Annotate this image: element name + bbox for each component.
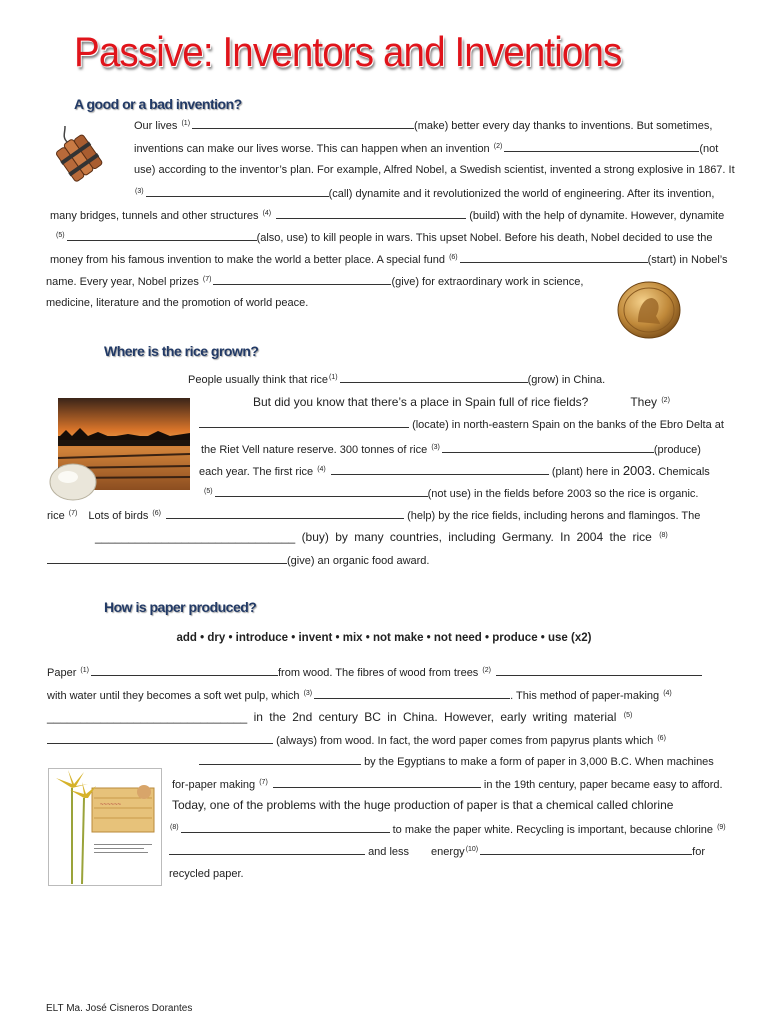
s2-line-4: the Riet Vell nature reserve. 300 tonnes of rice $^{(3)}$ (produce): [201, 444, 701, 456]
footer-credit: ELT Ma. José Cisneros Dorantes: [46, 1003, 193, 1014]
blank-3-2[interactable]: [496, 665, 702, 676]
section3-heading: How is paper produced?: [104, 599, 257, 615]
blank-1-2[interactable]: [504, 141, 699, 152]
s3-line-10: recycled paper.: [169, 868, 244, 880]
dynamite-icon: [52, 126, 106, 188]
blank-3-3[interactable]: [314, 688, 510, 699]
s3-line-7: Today, one of the problems with the huge production of paper is that a chemical called chlorine: [172, 798, 674, 812]
blank-3-9[interactable]: [169, 844, 365, 855]
blank-2-1[interactable]: [340, 372, 528, 383]
s1-line-2: inventions can make our lives worse. This can happen when an invention $^{(2)}$ (not: [134, 143, 719, 155]
blank-1-6[interactable]: [460, 252, 648, 263]
s2-line-7: rice $^{(7)}$ Lots of birds $^{(6)}$ (help) by the rice fields, including herons and flamingos. The: [47, 510, 701, 522]
s1-line-3: use) according to the inventor’s plan. For example, Alfred Nobel, a Swedish scientist, invented a strong explosive in 1867. It: [134, 164, 735, 176]
s1-line-1: Our lives $^{(1)}$ (make) better every day thanks to inventions. But sometimes,: [134, 120, 713, 132]
blank-2-5[interactable]: [215, 486, 428, 497]
blank-3-10[interactable]: [480, 844, 692, 855]
blank-1-7[interactable]: [213, 274, 391, 285]
blank-1-1[interactable]: [192, 118, 414, 129]
s2-line-9: (give) an organic food award.: [47, 553, 429, 568]
section2-heading: Where is the rice grown?: [104, 343, 259, 359]
blank-3-8[interactable]: [181, 822, 390, 833]
s2-line-6: $^{(5)}$ (not use) in the fields before 2003 so the rice is organic.: [204, 488, 699, 500]
blank-3-5[interactable]: [47, 733, 273, 744]
s3-line-5: by the Egyptians to make a form of paper in 3,000 B.C. When machines: [199, 754, 714, 769]
papyrus-illustration: [48, 768, 162, 886]
word-bank: add • dry • introduce • invent • mix • not make • not need • produce • use (x2): [176, 632, 592, 644]
blank-3-1[interactable]: [91, 665, 278, 676]
s2-line-2: But did you know that there’s a place in Spain full of rice fields? They $^{(2)}$: [253, 395, 670, 409]
s3-line-6: for-paper making $^{(7)}$ in the 19th century, paper became easy to afford.: [172, 779, 723, 791]
s3-line-3: ______________________________ in the 2nd century BC in China. However, early writing material $^{(5)}$: [47, 710, 633, 724]
s1-line-8: name. Every year, Nobel prizes $^{(7)}$ (give) for extraordinary work in science,: [46, 276, 584, 288]
s2-line-5: each year. The first rice $^{(4)}$ (plant) here in 2003. Chemicals: [199, 463, 710, 478]
s2-line-3: (locate) in north-eastern Spain on the banks of the Ebro Delta at: [199, 417, 724, 432]
s2-line-8: ______________________________ (buy) by many countries, including Germany. In 2004 the rice $^{(8)}$: [95, 530, 668, 544]
s3-line-8: $^{(8)}$ to make the paper white. Recycling is important, because chlorine $^{(9)}$: [170, 824, 726, 836]
blank-2-3[interactable]: [442, 442, 654, 453]
blank-1-3[interactable]: [146, 186, 329, 197]
s1-line-7: money from his famous invention to make the world a better place. A special fund $^{(6)}$ (start) in Nobel’s: [50, 254, 728, 266]
blank-3-6[interactable]: [199, 754, 361, 765]
blank-2-4[interactable]: [331, 464, 549, 475]
blank-2-6[interactable]: [166, 508, 404, 519]
nobel-medal-icon: [614, 278, 684, 340]
blank-2-2[interactable]: [199, 417, 409, 428]
s1-line-6: $^{(5)}$ (also, use) to kill people in wars. This upset Nobel. Before his death, Nobel decided to use the: [56, 232, 713, 244]
s1-line-5: many bridges, tunnels and other structures $^{(4)}$ (build) with the help of dynamite. However, dynamite: [50, 210, 725, 222]
section1-heading: A good or a bad invention?: [74, 96, 242, 112]
blank-1-5[interactable]: [67, 230, 257, 241]
s3-line-4: (always) from wood. In fact, the word paper comes from papyrus plants which $^{(6)}$: [47, 732, 668, 748]
s3-line-2: with water until they becomes a soft wet pulp, which $^{(3)}$ . This method of paper-making $^{(4)}$: [47, 690, 672, 702]
blank-1-4[interactable]: [276, 208, 466, 219]
s1-line-4: $^{(3)}$ (call) dynamite and it revolutionized the world of engineering. After its invention,: [135, 188, 715, 200]
s3-line-1: Paper $^{(1)}$ from wood. The fibres of wood from trees $^{(2)}$: [47, 664, 702, 680]
rice-icon: [48, 460, 98, 502]
blank-3-7[interactable]: [273, 777, 481, 788]
blank-2-8[interactable]: [47, 553, 287, 564]
page-title: Passive: Inventors and Inventions: [74, 28, 622, 75]
s3-line-9: and less energy$^{(10)}$ for: [169, 843, 705, 859]
s1-line-9: medicine, literature and the promotion of world peace.: [46, 297, 309, 309]
svg-text:~~~~~~: ~~~~~~: [100, 802, 122, 808]
s2-line-1: People usually think that rice$^{(1)}$ (grow) in China.: [188, 374, 606, 386]
